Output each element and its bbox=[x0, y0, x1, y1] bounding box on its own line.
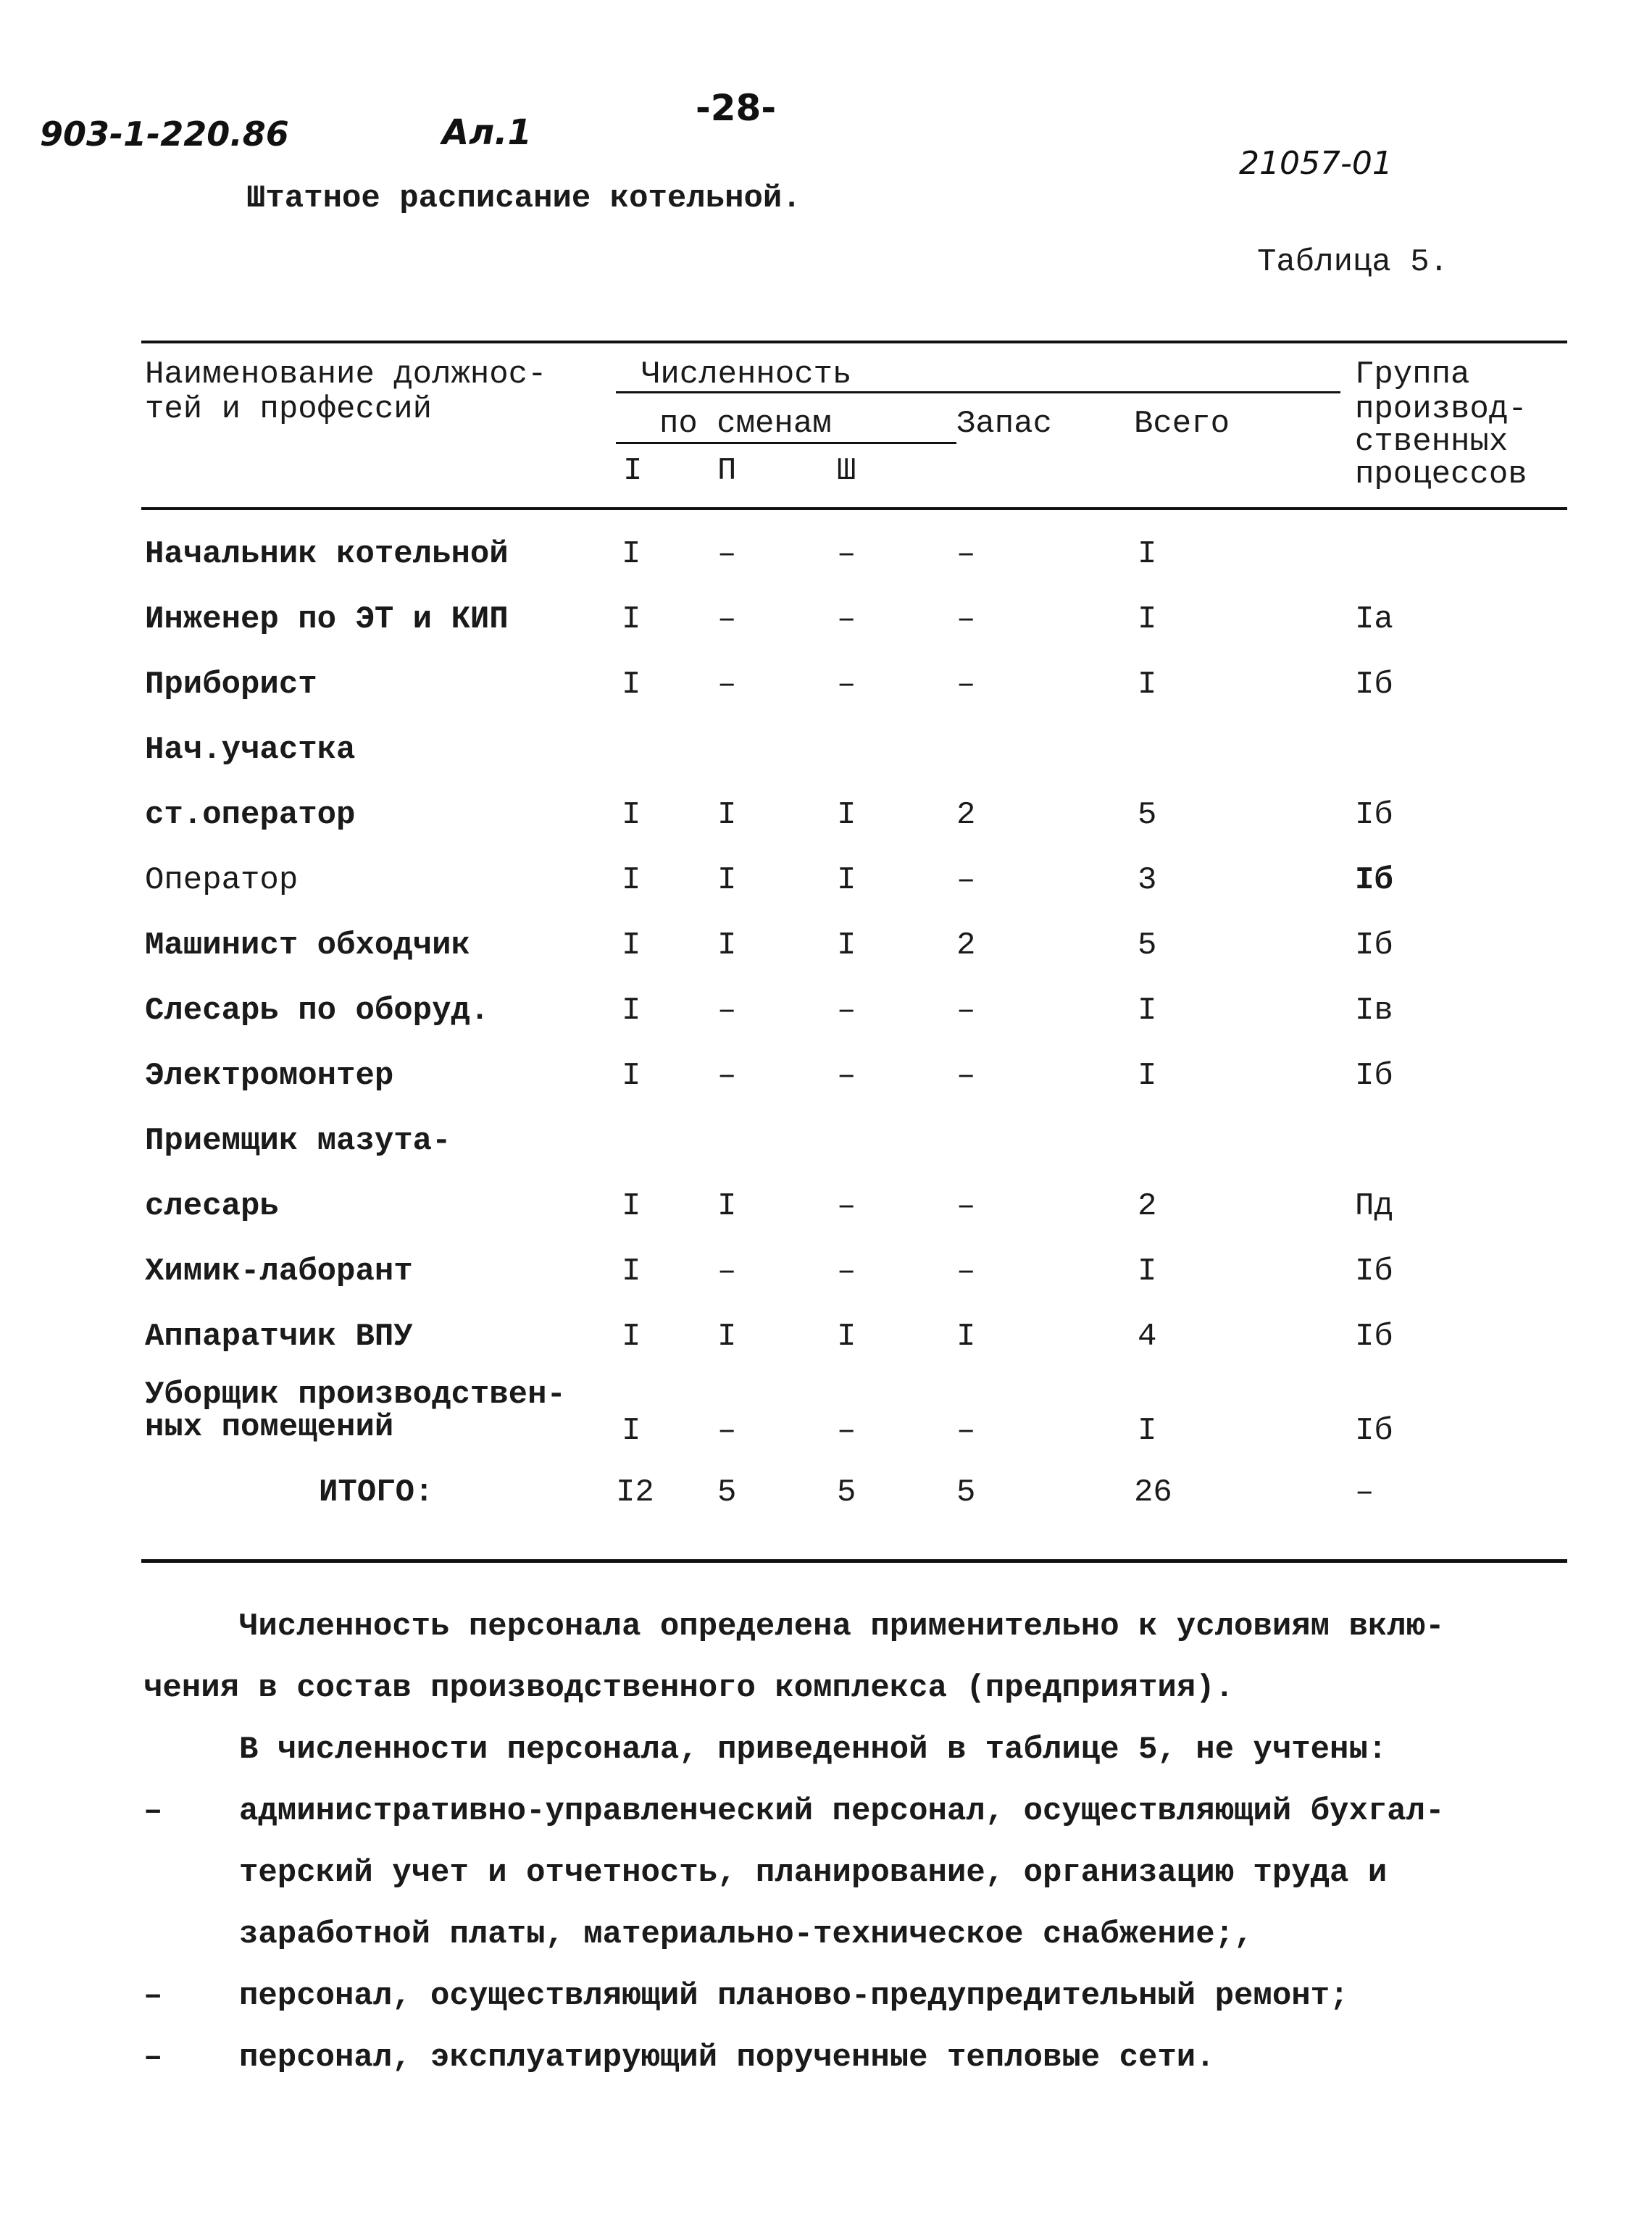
row-shift-3: – bbox=[837, 993, 856, 1029]
totals-total: 26 bbox=[1134, 1474, 1172, 1511]
row-total: I bbox=[1138, 1058, 1157, 1094]
row-shift-2: I bbox=[717, 797, 737, 833]
header-by-shifts: по сменам bbox=[659, 406, 832, 442]
row-group: Iб bbox=[1355, 1413, 1393, 1449]
row-group: Iб bbox=[1355, 862, 1393, 898]
header-shift-1: I bbox=[623, 453, 643, 489]
header-group-line4: процессов bbox=[1355, 456, 1527, 493]
header-bottom-rule bbox=[141, 507, 1567, 510]
album-label: Ал.1 bbox=[442, 112, 532, 153]
row-shift-3: I bbox=[837, 862, 856, 898]
row-group: Iа bbox=[1355, 601, 1393, 638]
header-headcount: Численность bbox=[641, 356, 852, 393]
sheet-code: 21057-01 bbox=[1239, 145, 1393, 182]
row-total: I bbox=[1138, 536, 1157, 572]
row-reserve: – bbox=[956, 862, 976, 898]
header-group-line3: ственных bbox=[1355, 424, 1509, 460]
document-code: 903-1-220.86 bbox=[40, 114, 289, 154]
header-shift-2: П bbox=[717, 453, 737, 489]
row-group: Пд bbox=[1355, 1188, 1393, 1224]
row-group: Iб bbox=[1355, 797, 1393, 833]
row-shift-2: – bbox=[717, 993, 737, 1029]
row-name: Аппаратчик ВПУ bbox=[145, 1319, 413, 1355]
bullet-1-line1: административно-управленческий персонал, осуществляющий бухгал- bbox=[239, 1793, 1445, 1829]
row-reserve: – bbox=[956, 536, 976, 572]
header-shift-3: Ш bbox=[837, 453, 856, 489]
row-group: Iб bbox=[1355, 667, 1393, 703]
row-shift-3: – bbox=[837, 1413, 856, 1449]
row-shift-1: I bbox=[622, 862, 641, 898]
row-shift-3: – bbox=[837, 667, 856, 703]
row-total: I bbox=[1138, 601, 1157, 638]
row-shift-3: – bbox=[837, 601, 856, 638]
row-total: 4 bbox=[1138, 1319, 1157, 1355]
row-shift-1: I bbox=[622, 1188, 641, 1224]
row-shift-1: I bbox=[622, 797, 641, 833]
totals-shift-1: I2 bbox=[616, 1474, 654, 1511]
row-reserve: – bbox=[956, 1058, 976, 1094]
row-name: ст.оператор bbox=[145, 797, 356, 833]
row-shift-3: – bbox=[837, 536, 856, 572]
row-name: Машинист обходчик bbox=[145, 927, 470, 964]
row-total: I bbox=[1138, 1413, 1157, 1449]
row-shift-1: I bbox=[622, 1058, 641, 1094]
row-shift-3: I bbox=[837, 1319, 856, 1355]
row-shift-1: I bbox=[622, 1253, 641, 1290]
row-total: 2 bbox=[1138, 1188, 1157, 1224]
row-reserve: – bbox=[956, 667, 976, 703]
row-name: Приемщик мазута- bbox=[145, 1123, 451, 1159]
row-shift-1: I bbox=[622, 927, 641, 964]
row-shift-3: – bbox=[837, 1253, 856, 1290]
row-name: Оператор bbox=[145, 862, 299, 898]
header-reserve: Запас bbox=[956, 406, 1053, 442]
shifts-rule bbox=[616, 442, 956, 444]
page-title: Штатное расписание котельной. bbox=[246, 180, 801, 217]
row-name-line1: Уборщик производствен- bbox=[145, 1377, 566, 1413]
row-reserve: 2 bbox=[956, 797, 976, 833]
row-reserve: 2 bbox=[956, 927, 976, 964]
row-reserve: – bbox=[956, 601, 976, 638]
row-shift-2: I bbox=[717, 1188, 737, 1224]
note-paragraph-2: В численности персонала, приведенной в таблице 5, не учтены: bbox=[239, 1732, 1388, 1768]
row-reserve: – bbox=[956, 1413, 976, 1449]
table-bottom-rule bbox=[141, 1559, 1567, 1563]
bullet-3-line1: персонал, эксплуатирующий порученные тепловые сети. bbox=[239, 2040, 1215, 2076]
table-label: Таблица 5. bbox=[1257, 244, 1449, 280]
row-shift-2: – bbox=[717, 1413, 737, 1449]
row-total: I bbox=[1138, 1253, 1157, 1290]
row-reserve: – bbox=[956, 993, 976, 1029]
row-name: Приборист bbox=[145, 667, 317, 703]
bullet-2-line1: персонал, осуществляющий планово-предупредительный ремонт; bbox=[239, 1978, 1349, 2014]
header-total: Всего bbox=[1134, 406, 1230, 442]
row-reserve: – bbox=[956, 1253, 976, 1290]
note-paragraph-1-line2: чения в состав производственного комплекса (предприятия). bbox=[143, 1670, 1235, 1706]
row-shift-3: – bbox=[837, 1188, 856, 1224]
row-group: Iб bbox=[1355, 1058, 1393, 1094]
row-shift-3: – bbox=[837, 1058, 856, 1094]
totals-label: ИТОГО: bbox=[319, 1474, 434, 1511]
row-name: слесарь bbox=[145, 1188, 279, 1224]
row-shift-2: I bbox=[717, 862, 737, 898]
note-paragraph-1-line1: Численность персонала определена применительно к условиям вклю- bbox=[239, 1608, 1445, 1645]
page-number: -28- bbox=[696, 87, 777, 129]
row-reserve: – bbox=[956, 1188, 976, 1224]
row-shift-2: I bbox=[717, 1319, 737, 1355]
row-shift-1: I bbox=[622, 1319, 641, 1355]
row-shift-2: – bbox=[717, 667, 737, 703]
bullet-1-line3: заработной платы, материально-техническое снабжение;, bbox=[239, 1916, 1253, 1953]
totals-group: – bbox=[1355, 1474, 1374, 1511]
row-reserve: I bbox=[956, 1319, 976, 1355]
bullet-dash: – bbox=[143, 2040, 163, 2076]
row-name: Инженер по ЭТ и КИП bbox=[145, 601, 509, 638]
row-name: Начальник котельной bbox=[145, 536, 509, 572]
row-shift-3: I bbox=[837, 797, 856, 833]
row-total: I bbox=[1138, 993, 1157, 1029]
table-top-rule bbox=[141, 341, 1567, 343]
row-name: Химик-лаборант bbox=[145, 1253, 413, 1290]
row-shift-2: – bbox=[717, 1253, 737, 1290]
row-group: Iб bbox=[1355, 927, 1393, 964]
row-group: Iб bbox=[1355, 1253, 1393, 1290]
row-shift-1: I bbox=[622, 536, 641, 572]
row-shift-1: I bbox=[622, 667, 641, 703]
row-shift-2: I bbox=[717, 927, 737, 964]
row-total: 5 bbox=[1138, 927, 1157, 964]
row-name: Электромонтер bbox=[145, 1058, 394, 1094]
header-group-line1: Группа bbox=[1355, 356, 1470, 393]
row-group: Iб bbox=[1355, 1319, 1393, 1355]
bullet-dash: – bbox=[143, 1978, 163, 2014]
row-shift-1: I bbox=[622, 993, 641, 1029]
row-group: Iв bbox=[1355, 993, 1393, 1029]
row-name: Слесарь по оборуд. bbox=[145, 993, 490, 1029]
totals-shift-2: 5 bbox=[717, 1474, 737, 1511]
row-total: I bbox=[1138, 667, 1157, 703]
row-shift-1: I bbox=[622, 601, 641, 638]
header-position-line2: тей и профессий bbox=[145, 391, 433, 427]
row-shift-2: – bbox=[717, 536, 737, 572]
row-total: 3 bbox=[1138, 862, 1157, 898]
header-group-line2: производ- bbox=[1355, 391, 1527, 427]
totals-shift-3: 5 bbox=[837, 1474, 856, 1511]
row-name-line2: ных помещений bbox=[145, 1409, 394, 1445]
totals-reserve: 5 bbox=[956, 1474, 976, 1511]
row-shift-2: – bbox=[717, 601, 737, 638]
row-shift-2: – bbox=[717, 1058, 737, 1094]
row-shift-1: I bbox=[622, 1413, 641, 1449]
bullet-1-line2: терский учет и отчетность, планирование, организацию труда и bbox=[239, 1855, 1388, 1891]
header-position-line1: Наименование должнос- bbox=[145, 356, 547, 393]
row-total: 5 bbox=[1138, 797, 1157, 833]
row-name: Нач.участка bbox=[145, 732, 356, 768]
row-shift-3: I bbox=[837, 927, 856, 964]
bullet-dash: – bbox=[143, 1793, 163, 1829]
